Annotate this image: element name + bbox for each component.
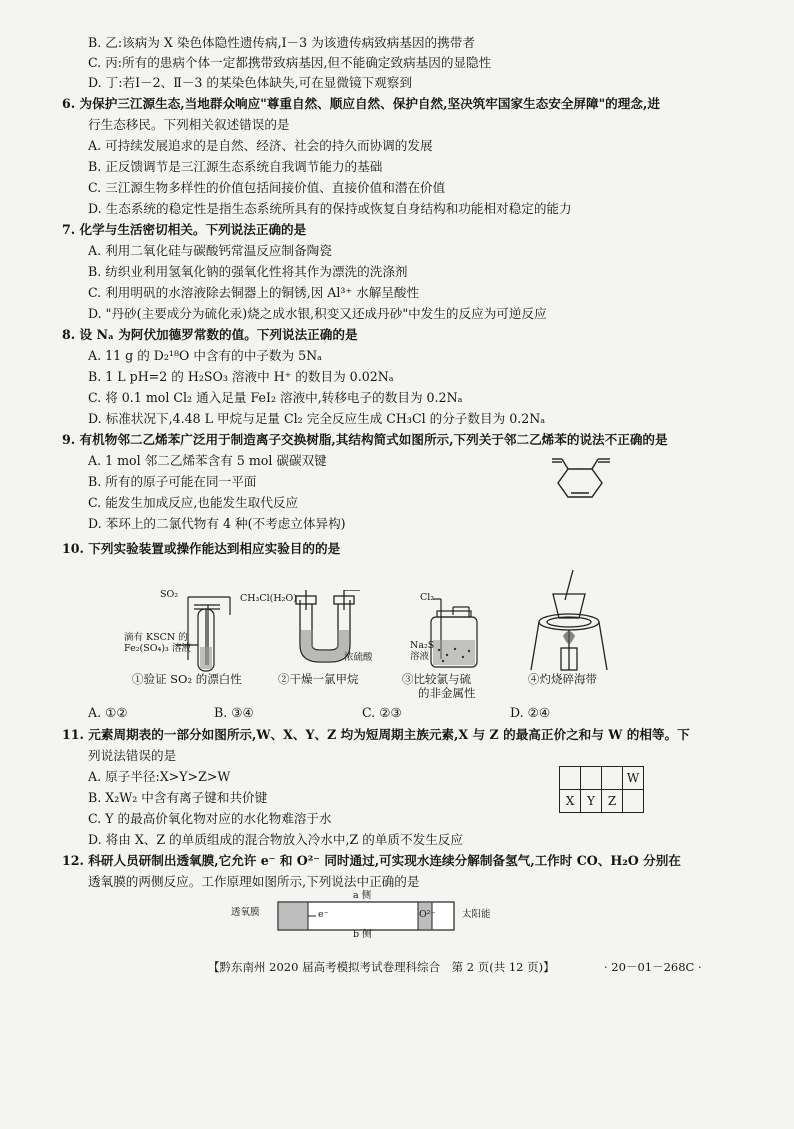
q10-option-c: C. ②③ [362, 705, 402, 720]
q10-stem: 10. 下列实验装置或操作能达到相应实验目的的是 [62, 541, 341, 556]
label-na2s-1: Na₂S [410, 640, 435, 651]
q8-option-b: B. 1 L pH=2 的 H₂SO₃ 溶液中 H⁺ 的数目为 0.02Nₐ [88, 369, 394, 384]
option-b-prev: B. 乙:该病为 X 染色体隐性遗传病,Ⅰ－3 为该遗传病致病基因的携带者 [88, 35, 475, 50]
label-h2so4: 浓硫酸 [344, 652, 373, 663]
membrane-label: 透氧膜 [231, 907, 260, 918]
b-side-label: b 侧 [353, 929, 372, 940]
caption-3b: 的非金属性 [418, 686, 476, 700]
caption-1: ①验证 SO₂ 的漂白性 [132, 672, 242, 686]
electron-label: e⁻ [318, 909, 329, 920]
q7-option-a: A. 利用二氧化硅与碳酸钙常温反应制备陶瓷 [88, 243, 332, 258]
pt-cell [602, 767, 623, 790]
q10-option-a: A. ①② [88, 705, 128, 720]
q10-option-d: D. ②④ [510, 705, 551, 720]
q9-stem: 9. 有机物邻二乙烯苯广泛用于制造离子交换树脂,其结构简式如图所示,下列关于邻二乙烯苯的说法不正确的是 [62, 432, 668, 447]
label-cl2: Cl₂ [420, 592, 435, 603]
footer-title: 【黔东南州 2020 届高考模拟考试卷理科综合 第 2 页(共 12 页)】 [208, 960, 555, 974]
pt-cell [560, 767, 581, 790]
q9-option-a: A. 1 mol 邻二乙烯苯含有 5 mol 碳碳双键 [88, 453, 327, 468]
q11-stem: 11. 元素周期表的一部分如图所示,W、X、Y、Z 均为短周期主族元素,X 与 Z 的最高正价之和与 W 的相等。下 [62, 727, 690, 742]
q8-stem: 8. 设 Nₐ 为阿伏加德罗常数的值。下列说法正确的是 [62, 327, 358, 342]
q8-option-c: C. 将 0.1 mol Cl₂ 通入足量 FeI₂ 溶液中,转移电子的数目为 0.2Nₐ [88, 390, 463, 405]
divinylbenzene-structure [548, 455, 618, 505]
q7-stem: 7. 化学与生活密切相关。下列说法正确的是 [62, 222, 307, 237]
label-kscn-2: Fe₂(SO₄)₃ 溶液 [124, 643, 191, 654]
option-d-prev: D. 丁:若Ⅰ－2、Ⅱ－3 的某染色体缺失,可在显微镜下观察到 [88, 75, 412, 90]
q9-option-d: D. 苯环上的二氯代物有 4 种(不考虑立体异构) [88, 516, 346, 531]
q11-option-b: B. X₂W₂ 中含有离子键和共价键 [88, 790, 268, 805]
q6-option-c: C. 三江源生物多样性的价值包括间接价值、直接价值和潜在价值 [88, 180, 446, 195]
apparatus-crucible [525, 570, 615, 675]
q7-option-d: D. "丹砂(主要成分为硫化汞)烧之成水银,积变又还成丹砂"中发生的反应为可逆反应 [88, 306, 547, 321]
q12-stem-cont: 透氧膜的两侧反应。工作原理如图所示,下列说法中正确的是 [88, 874, 420, 889]
q9-option-c: C. 能发生加成反应,也能发生取代反应 [88, 495, 299, 510]
pt-cell-w: W [623, 767, 644, 790]
q6-option-b: B. 正反馈调节是三江源生态系统自我调节能力的基础 [88, 159, 383, 174]
q8-option-d: D. 标准状况下,4.48 L 甲烷与足量 Cl₂ 完全反应生成 CH₃Cl 的分子数目为 0.2Nₐ [88, 411, 546, 426]
label-so2: SO₂ [160, 589, 179, 600]
caption-4: ④灼烧碎海带 [528, 672, 597, 686]
label-kscn-1: 滴有 KSCN 的 [124, 632, 188, 643]
q6-stem-cont: 行生态移民。下列相关叙述错误的是 [88, 117, 290, 132]
caption-2: ②干燥一氯甲烷 [278, 672, 359, 686]
q8-option-a: A. 11 g 的 D₂¹⁸O 中含有的中子数为 5Nₐ [88, 348, 323, 363]
label-na2s-2: 溶液 [410, 651, 430, 662]
q6-option-d: D. 生态系统的稳定性是指生态系统所具有的保持或恢复自身结构和功能相对稳定的能力 [88, 201, 572, 216]
pt-cell-x: X [560, 790, 581, 813]
caption-3a: ③比较氯与硫 [402, 672, 471, 686]
footer-code: · 20－01－268C · [604, 960, 702, 974]
sun-label: 太阳能 [462, 909, 491, 920]
q11-option-d: D. 将由 X、Z 的单质组成的混合物放入冷水中,Z 的单质不发生反应 [88, 832, 463, 847]
q7-option-c: C. 利用明矾的水溶液除去铜器上的铜锈,因 Al³⁺ 水解呈酸性 [88, 285, 420, 300]
q10-option-b: B. ③④ [214, 705, 254, 720]
option-c-prev: C. 丙:所有的患病个体一定都携带致病基因,但不能确定致病基因的显隐性 [88, 55, 492, 70]
q11-stem-cont: 列说法错误的是 [88, 748, 177, 763]
pt-cell [581, 767, 602, 790]
periodic-table-fragment [559, 766, 644, 813]
q6-option-a: A. 可持续发展追求的是自然、经济、社会的持久而协调的发展 [88, 138, 433, 153]
a-side-label: a 侧 [353, 890, 372, 901]
q7-option-b: B. 纺织业利用氢氧化钠的强氧化性将其作为漂洗的洗涤剂 [88, 264, 408, 279]
pt-cell-y: Y [581, 790, 602, 813]
apparatus-so2 [120, 585, 240, 675]
pt-cell-z: Z [602, 790, 623, 813]
q12-stem: 12. 科研人员研制出透氧膜,它允许 e⁻ 和 O²⁻ 同时通过,可实现水连续分解制备氢气,工作时 CO、H₂O 分别在 [62, 853, 681, 868]
oxide-label: O²⁻ [419, 909, 436, 920]
q11-option-a: A. 原子半径:X>Y>Z>W [88, 769, 231, 784]
apparatus-cl2 [425, 595, 485, 675]
q11-option-c: C. Y 的最高价氧化物对应的水化物难溶于水 [88, 811, 332, 826]
pt-cell [623, 790, 644, 813]
label-ch3cl: CH₃Cl(H₂O) [240, 593, 297, 604]
q6-stem: 6. 为保护三江源生态,当地群众响应"尊重自然、顺应自然、保护自然,坚决筑牢国家生态安全屏障"的理念,进 [62, 96, 660, 111]
q9-option-b: B. 所有的原子可能在同一平面 [88, 474, 257, 489]
